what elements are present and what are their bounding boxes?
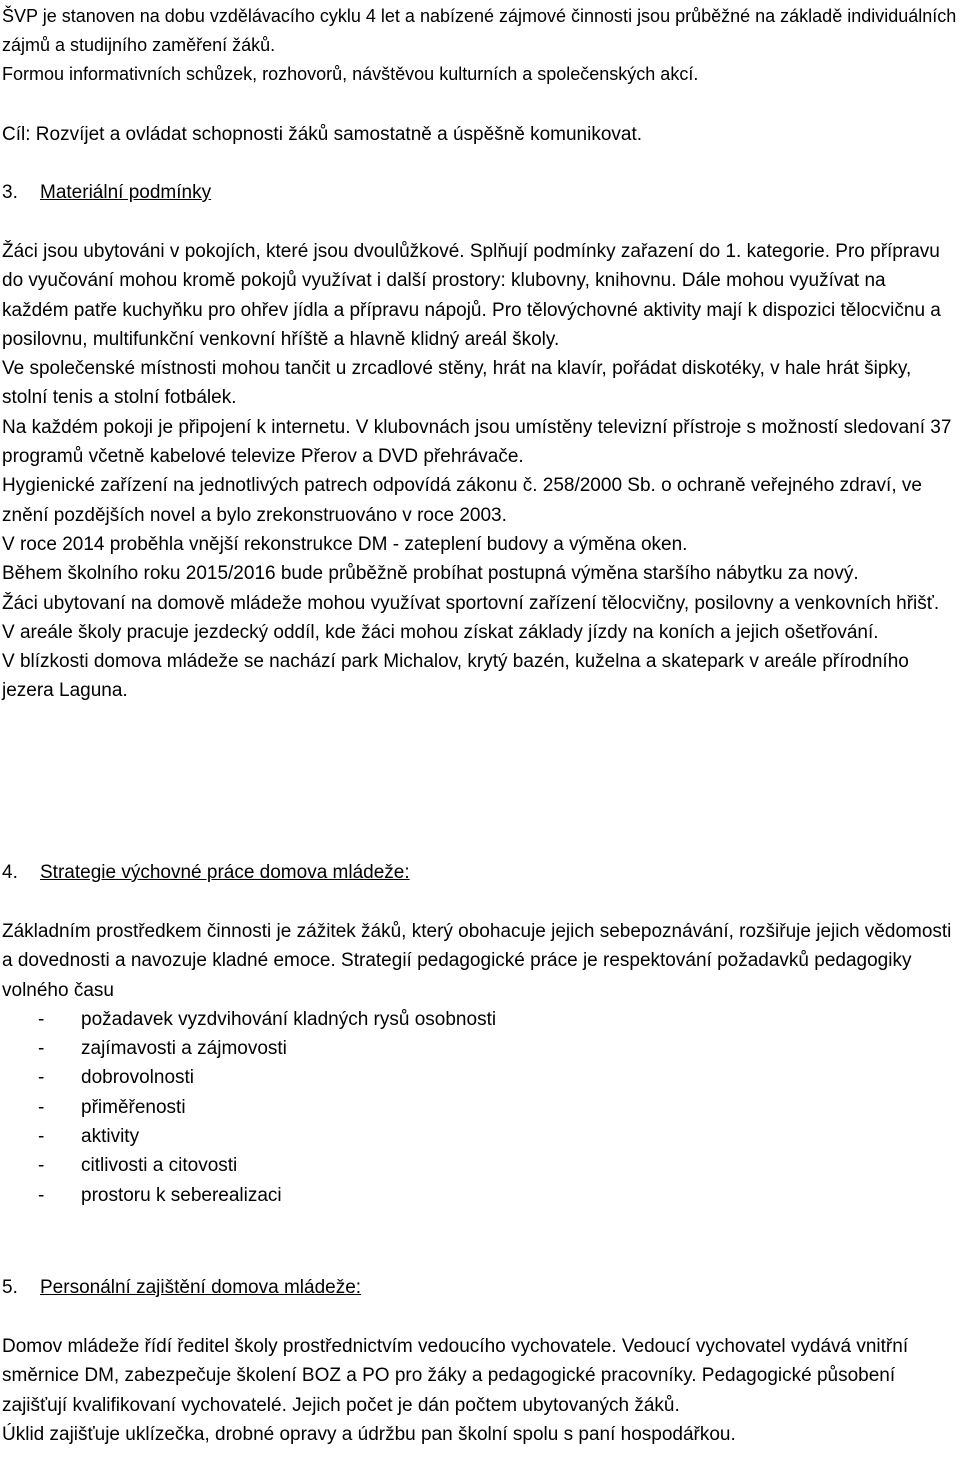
list-item-text: prostoru k seberealizaci [81,1184,282,1206]
list-item [2,1093,957,1122]
paragraph: Základním prostředkem činnosti je zážitek žáků, který obohacuje jejich sebepoznávání, rozšiřuje jejich vědomosti a dovednosti a navozuje kladné emoce. Strategií pedagogické práce je respektování požadavků pedagogiky volného času [2,921,952,1001]
list-item [2,1122,957,1151]
dash-bullet: - [38,1067,45,1089]
dash-bullet: - [38,1038,45,1060]
strategy-list [2,1005,957,1210]
list-item-text: citlivosti a citovosti [81,1155,238,1177]
section-5-body [2,1332,957,1449]
list-item [2,1005,957,1034]
paragraph: Žáci jsou ubytováni v pokojích, které jsou dvoulůžkové. Splňují podmínky zařazení do 1. kategorie. Pro přípravu do vyučování mohou kromě pokojů využívat i další prostory: klubovny, knihovnu. Dále mohou využívat na každém patře kuchyňku pro ohřev jídla a přípravu nápojů. Pro tělovýchovné aktivity mají k dispozici tělocvičnu a posilovnu, multifunkční venkovní hříště a hlavně klidný areál školy. [2,241,941,350]
list-item [2,1181,957,1210]
paragraph: Domov mládeže řídí ředitel školy prostřednictvím vedoucího vychovatele. Vedoucí vychovatel vydává vnitřní směrnice DM, zabezpečuje školení BOZ a PO pro žáky a pedagogické pracovníky. Pedagogické působení zajišťují kvalifikovaní vychovatelé. Jejich počet je dán počtem ubytovaných žáků. [2,1336,909,1416]
section-3-heading [2,178,211,207]
intro-paragraph: ŠVP je stanoven na dobu vzdělávacího cyklu 4 let a nabízené zájmové činnosti jsou průběžné na základě individuálních zájmů a studijního zaměření žáků. [2,6,957,55]
paragraph: Ve společenské místnosti mohou tančit u zrcadlové stěny, hrát na klavír, pořádat diskotéky, v hale hrát šipky, stolní tenis a stolní fotbálek. [2,358,912,409]
intro-block [2,2,957,89]
paragraph: Úklid zajišťuje uklízečka, drobné opravy a údržbu pan školní spolu s paní hospodářkou. [2,1423,736,1445]
goal-text: Cíl: Rozvíjet a ovládat schopnosti žáků samostatně a úspěšně komunikovat. [2,124,643,145]
list-item-text: aktivity [81,1126,140,1148]
paragraph: Hygienické zařízení na jednotlivých patrech odpovídá zákonu č. 258/2000 Sb. o ochraně veřejného zdraví, ve znění pozdějších novel a bylo zrekonstruováno v roce 2003. [2,475,922,526]
section-3-body [2,237,957,706]
section-number: 5. [2,1277,18,1298]
section-number: 4. [2,862,18,883]
list-item-text: přiměřenosti [81,1096,186,1118]
dash-bullet: - [38,1096,45,1118]
section-number: 3. [2,182,18,203]
paragraph: Během školního roku 2015/2016 bude průběžně probíhat postupná výměna staršího nábytku za nový. [2,563,859,585]
section-4-heading [2,858,410,887]
list-item [2,1063,957,1092]
list-item [2,1151,957,1180]
goal-block [2,120,957,149]
paragraph: Žáci ubytovaní na domově mládeže mohou využívat sportovní zařízení tělocvičny, posilovny a venkovních hřišť. V areále školy pracuje jezdecký oddíl, kde žáci mohou získat základy jízdy na koních a jejich ošetřování. [2,592,940,643]
section-title: Materiální podmínky [40,182,212,203]
paragraph: Na každém pokoji je připojení k internetu. V klubovnách jsou umístěny televizní přístroje s možností sledovaní 37 programů včetně kabelové televize Přerov a DVD přehrávače. [2,416,952,468]
dash-bullet: - [38,1155,45,1177]
paragraph: V roce 2014 proběhla vnější rekonstrukce DM - zateplení budovy a výměna oken. [2,533,688,555]
list-item [2,1034,957,1063]
dash-bullet: - [38,1184,45,1206]
list-item-text: zajímavosti a zájmovosti [81,1038,287,1060]
paragraph: V blízkosti domova mládeže se nachází park Michalov, krytý bazén, kuželna a skatepark v areále přírodního jezera Laguna. [2,651,909,702]
intro-paragraph: Formou informativních schůzek, rozhovorů, návštěvou kulturních a společenských akcí. [2,64,699,84]
dash-bullet: - [38,1126,45,1148]
section-title: Personální zajištění domova mládeže: [40,1277,362,1298]
section-title: Strategie výchovné práce domova mládeže: [40,862,410,883]
section-4-body [2,917,957,1210]
dash-bullet: - [38,1008,45,1030]
section-5-heading [2,1273,361,1302]
list-item-text: dobrovolnosti [81,1067,195,1089]
list-item-text: požadavek vyzdvihování kladných rysů osobnosti [81,1008,497,1030]
